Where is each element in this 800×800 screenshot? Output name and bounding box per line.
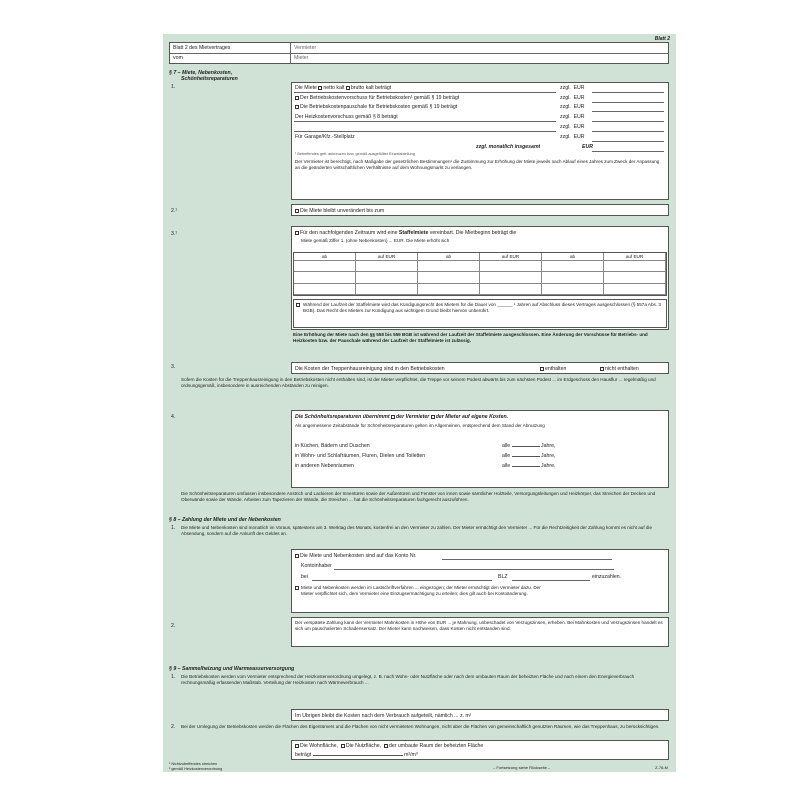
section-7-heading-cont: Schönheitsreparaturen	[181, 76, 238, 82]
table-cell[interactable]	[480, 284, 542, 295]
continuation-note: – Fortsetzung siehe Rückseite –	[493, 765, 551, 770]
rent-increase-paragraph: Der Vermieter ist berechtigt, nach Maßgabe der gesetzlichen Bestimmungen¹ die Zustimmung zur Erhöhung der Miete jeweils nach Ablauf eines Jahres zum Zweck der Anpassung an die geänderten wirtschaftlichen Verhältnisse auf dem Wohnungsmarkt zu verlangen.	[295, 159, 660, 170]
bank-transfer-checkbox[interactable]	[295, 554, 299, 558]
termination-waiver-box	[293, 299, 667, 328]
graduated-rent-checkbox[interactable]	[295, 231, 299, 235]
table-cell[interactable]	[542, 284, 604, 295]
item-9-1-number: 1.	[171, 674, 176, 680]
rent-amount-unit: zzgl. EUR	[560, 85, 585, 91]
item-8-1-number: 1.	[171, 525, 176, 531]
living-area-checkbox[interactable]	[295, 744, 299, 748]
table-cell[interactable]	[294, 261, 356, 272]
decoration-repairs-box	[291, 410, 669, 488]
table-cell[interactable]	[480, 261, 542, 272]
item-7-4-number: 4.	[171, 414, 176, 420]
included-checkbox[interactable]	[540, 367, 544, 371]
table-cell[interactable]	[604, 261, 666, 272]
graduated-rent-line2: Miete gemäß Ziffer 1. (ohne Nebenkosten) ... EUR. Die Miete erhöht sich	[301, 238, 450, 243]
tenant-repairs-checkbox[interactable]	[431, 415, 435, 419]
included-label: enthalten	[545, 366, 567, 372]
rent-unchanged-label: Die Miete bleibt unverändert bis zum	[300, 208, 385, 214]
item-7-2-number: 2.¹	[171, 208, 178, 214]
rent-unchanged-checkbox[interactable]	[295, 209, 299, 213]
gross-cold-checkbox[interactable]	[346, 86, 350, 90]
rent-box	[291, 82, 669, 200]
graduated-rent-table	[293, 252, 667, 296]
interval-row-kitchen: in Küchen, Bädern und Duschen	[295, 443, 370, 449]
rent-label: Die Miete	[295, 85, 317, 91]
heating-area-box	[291, 709, 669, 721]
table-cell[interactable]	[356, 261, 418, 272]
heating-area-text: Im Übrigen bleibt die Kosten nach dem Verbrauch aufgeteilt, nämlich ... z. m²	[295, 713, 472, 719]
repair-scope-paragraph: Die Schönheitsreparaturen umfassen insbesondere Anstrich und Lackieren der Innentüren sowie der Außentüren und Fenster von innen sowie sämtlicher Holzteile, Versorgungsleitungen und Heizkörper, das Streichen der Decken und Oberwände sowie der Wände. Arbeiten zum Tapezieren der Wände, die Streichen ... hat die Schönheitsreparaturen fachgerecht auszuführen.	[181, 491, 656, 502]
landlord-label: Vermieter	[294, 45, 317, 51]
payment-paragraph: Die Miete und Nebenkosten sind monatlich im Voraus, spätestens am 3. Werktag des Monats, kostenfrei an den Vermieter zu zahlen. Der Mieter ermächtigt den Vermieter ... Für die Rechtzeitigkeit der Zahlung kommt es nicht auf die Absendung, sondern auf die Ankunft des Geldes an.	[181, 525, 653, 536]
graduated-rent-box: Für den nachfolgenden Zeitraum wird eine Staffelmiete vereinbart. Die Mietbeginn beträgt die Miete gemäß Ziffer 1. (ohne Nebenkosten) ... EUR. Die Miete erhöht sich	[291, 226, 669, 330]
interval-row-other-value: alle Jahre.	[502, 463, 556, 469]
table-cell[interactable]	[294, 272, 356, 283]
stair-cleaning-label: Die Kosten der Treppenhausreinigung sind in den Betriebskosten	[295, 366, 445, 372]
area-type-row: Die Wohnfläche, Die Nutzfläche, der umbaute Raum der beheizten Fläche	[295, 743, 483, 750]
garage-row: Für Garage/Kfz.-Stellplatz	[295, 134, 355, 140]
total-monthly-label: zzgl. monatlich insgesamt	[476, 144, 541, 150]
header-box	[169, 42, 669, 64]
rent-footnote: ¹ Betreffendes gefl. ankreuzen bzw. gemäß ausgefüllter Einzelabteilung	[295, 152, 415, 156]
landlord-repairs-checkbox[interactable]	[391, 415, 395, 419]
cost-row-checkbox[interactable]	[295, 96, 299, 100]
cost-row-unit: zzgl. EUR	[560, 124, 585, 130]
rent-row	[295, 85, 391, 92]
area-allocation-paragraph: Bei der Umlegung der Betriebskosten werden die Flächen des Eigentümers und die Flächen von nicht vermieteten Wohnungen, nicht aber die Flächen von gemeinschaftlich genutzten Räumen, wie das Treppenhaus, zu berücksichtigen.	[181, 724, 660, 729]
table-cell[interactable]	[542, 261, 604, 272]
interval-row-other: in anderen Nebenräumen	[295, 463, 354, 469]
header-contract-label: Blatt 2 des Mietvertrages	[173, 45, 231, 51]
net-cold-checkbox[interactable]	[318, 86, 322, 90]
table-cell[interactable]	[418, 272, 480, 283]
repair-intervals-intro: Als angemessene Zeitabstände für Schönheitsreparaturen gelten im Allgemeinen, entsprechend dem Stand der Abnutzung	[295, 423, 545, 428]
termination-waiver-checkbox[interactable]	[296, 303, 300, 307]
not-included-label: nicht enthalten	[605, 366, 639, 372]
table-header: auf EUR	[604, 253, 666, 261]
table-cell[interactable]	[604, 284, 666, 295]
table-header: ab	[418, 253, 480, 261]
section-7-heading: § 7 – Miete, Nebenkosten,	[169, 70, 233, 76]
net-cold-label: netto kalt	[323, 85, 345, 91]
table-header: ab	[542, 253, 604, 261]
table-header: ab	[294, 253, 356, 261]
table-cell[interactable]	[604, 272, 666, 283]
footnote-1: ¹ Nichtzutreffendes streichen	[169, 762, 218, 766]
form-code: Z-76-M	[655, 765, 668, 770]
cost-row-unit: zzgl. EUR	[560, 95, 585, 101]
cost-row-unit: zzgl. EUR	[560, 114, 585, 120]
sheet-number: Blatt 2	[654, 36, 670, 42]
interval-row-kitchen-value: alle Jahre,	[502, 443, 556, 449]
item-8-2-number: 2.	[171, 623, 176, 629]
cost-row-unit: zzgl. EUR	[560, 104, 585, 110]
item-9-2-number: 2.	[171, 724, 176, 730]
heating-costs-paragraph: Die Betriebskosten werden vom Vermieter entsprechend der Heizkostenverordnung umgelegt, z. B. nach Wohn- oder Nutzfläche oder nach dem umbauten Raum der beheizten Fläche und nach einem den Energieverbrauch rechnungsmäßig erfassenden Maßstab. Verteilung der Heizkosten nach Wärmeverbrauch ...	[181, 674, 635, 685]
interval-row-living-value: alle Jahre,	[502, 453, 556, 459]
direct-debit-checkbox[interactable]	[295, 586, 299, 590]
termination-waiver-paragraph: Während der Laufzeit der Staffelmiete wird das Kündigungsrecht des Mieters für die Dauer von ______ ¹ Jahren auf Abschluss dieses Vertrages ausgeschlossen (§ 557a Abs. 3 BGB). Das Recht des Mieters zur Kündigung aus wichtigem Grund bleibt hiervon unberührt.	[303, 302, 661, 313]
contract-page	[163, 34, 676, 772]
deposit-label: einzuzahlen.	[592, 574, 622, 580]
table-cell[interactable]	[356, 272, 418, 283]
heated-volume-checkbox[interactable]	[384, 744, 388, 748]
cost-row: Der Heizkostenvorschuss gemäß § 8 beträgt	[295, 114, 398, 120]
stair-cleaning-paragraph: Sofern die Kosten für die Treppenhausreinigung in den Betriebskosten nicht enthalten sind, ist der Mieter verpflichtet, die Treppe vor seinem Podest abwärts bis zum nächsten Podest ... im Erdgeschoss den Hausflur ... regelmäßig und ordnungsgemäß, insbesondere in ausreichenden Abständen zu reinigen.	[181, 377, 656, 388]
rent-unchanged-box	[291, 204, 669, 216]
table-cell[interactable]	[418, 261, 480, 272]
footnote-2: ² gemäß Heizkostenverordnung	[169, 767, 223, 771]
direct-debit-paragraph: Miete und Nebenkosten werden im Lastschriftverfahren ... eingezogen; der Mieter ermächtigt den Vermieter dazu. Der Mieter verpflichtet sich, dem Vermieter eine Einzugsermächtigung zu erteilen; dies gilt auch bei Kontoänderung.	[301, 585, 541, 596]
cost-row-checkbox[interactable]	[295, 105, 299, 109]
table-cell[interactable]	[356, 284, 418, 295]
late-payment-box	[291, 617, 669, 647]
bank-transfer-label: Die Miete und Nebenkosten sind auf das Konto Nr.	[300, 553, 417, 559]
area-type-box	[291, 740, 669, 760]
sort-code-label: BLZ	[498, 574, 508, 580]
interval-row-living: in Wohn- und Schlafräumen, Fluren, Dielen und Toiletten	[295, 453, 426, 459]
table-cell[interactable]	[418, 284, 480, 295]
table-cell[interactable]	[294, 284, 356, 295]
item-7-3b-number: 3.	[171, 364, 176, 370]
stair-cleaning-box	[291, 362, 669, 374]
decoration-repairs-row: Die Schönheitsreparaturen übernimmt der Vermieter der Mieter auf eigene Kosten.	[295, 414, 509, 420]
section-9-heading: § 9 – Sammelheizung und Warmwasserversorgung	[169, 666, 295, 672]
contract-date-label: vom	[173, 55, 183, 61]
table-header: auf EUR	[480, 253, 542, 261]
section-8-heading: § 8 – Zahlung der Miete und der Nebenkosten	[169, 517, 281, 523]
gross-cold-label: brutto kalt beträgt	[350, 85, 392, 91]
tenant-label: Mieter	[294, 55, 309, 61]
area-value-row: beträgt m²/m³	[295, 752, 418, 758]
table-cell[interactable]	[542, 272, 604, 283]
cost-row: Die Betriebskostenpauschale für Betriebskosten gemäß § 19 beträgt	[295, 104, 457, 111]
late-payment-paragraph: Der verspätete Zahlung kann der Vermieter Mahnkosten in Höhe von EUR ... je Mahnung, unbeschadet von Verzugszinsen, erheben. Bei Mahnkosten und Verzugszinsen handelt es sich um pauschalierten Schadensersatz. Der Mieter kann nachweisen, dass Kosten nicht entstanden sind.	[295, 620, 663, 631]
total-currency: EUR	[582, 144, 593, 150]
item-7-3-number: 3.¹	[171, 231, 178, 237]
table-cell[interactable]	[480, 272, 542, 283]
account-holder-label: Kontoinhaber	[301, 563, 332, 569]
bank-label: bei	[301, 574, 308, 580]
payment-method-box	[291, 549, 669, 613]
table-header: auf EUR	[356, 253, 418, 261]
graduated-rent-notice: Eine Erhöhung der Miete nach den §§ 558 bis 559 BGB ist während der Laufzeit der Staffelmiete ausgeschlossen. Eine Änderung der Vorschüsse für Betriebs- und Heizkosten bzw. der Pauschale während der Laufzeit der Staffelmiete ist zulässig.	[293, 332, 648, 343]
usable-area-checkbox[interactable]	[341, 744, 345, 748]
item-7-1-number: 1.	[171, 84, 176, 90]
not-included-checkbox[interactable]	[600, 367, 604, 371]
cost-row-unit: zzgl. EUR	[560, 134, 585, 140]
cost-row: Der Betriebskostenvorschuss für Betriebskosten¹ gemäß § 19 beträgt	[295, 95, 459, 102]
